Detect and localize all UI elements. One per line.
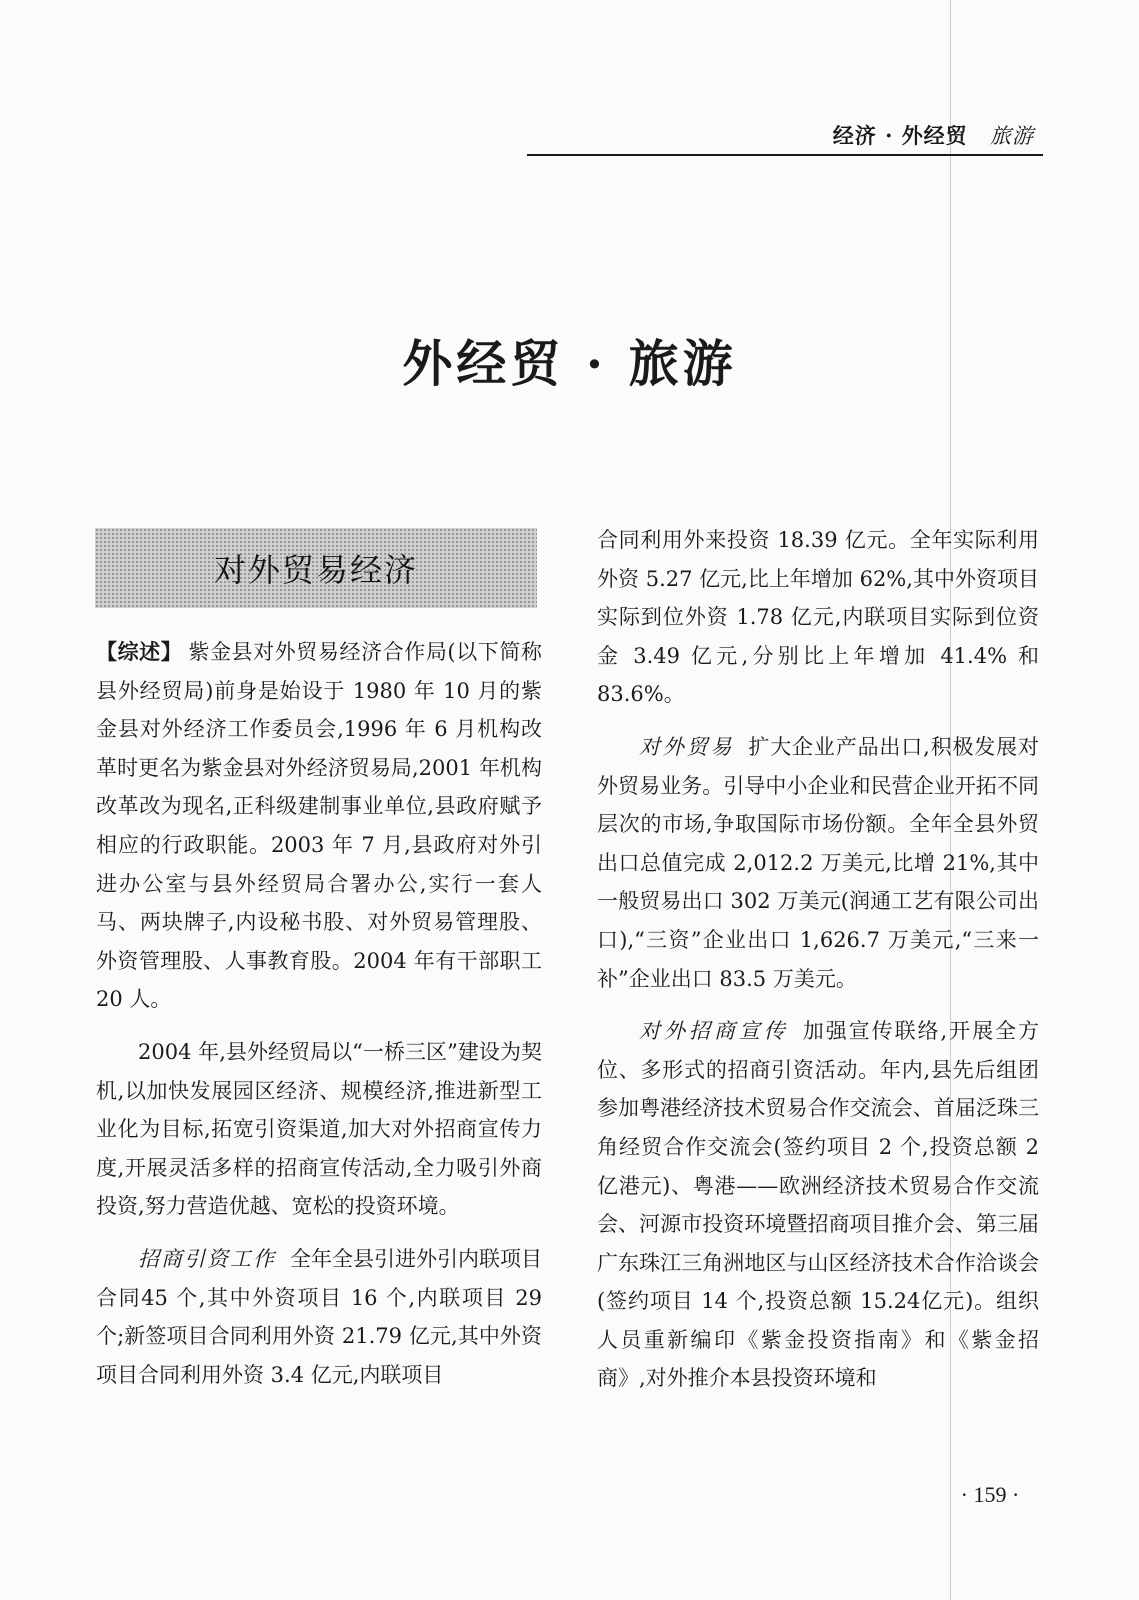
header-rule: [527, 154, 1043, 156]
overview-paragraph: [96, 633, 542, 1019]
trade-paragraph: [597, 728, 1039, 998]
page-number: · 159 ·: [960, 1482, 1020, 1507]
continuation-paragraph: 合同利用外来投资 18.39 亿元。全年实际利用外资 5.27 亿元,比上年增加 62%,其中外资项目实际到位外资 1.78 亿元,内联项目实际到位资金 3.49 亿元,分别比上年增加 41.4% 和 83.6%。: [597, 528, 1039, 707]
section-heading-box: [95, 528, 537, 608]
trade-label: 对外贸易: [639, 734, 735, 759]
header-subsection: 旅游: [990, 124, 1034, 148]
section-heading: 对外贸易经济: [213, 551, 418, 589]
chapter-title: 外经贸 · 旅游: [402, 333, 737, 393]
paragraph-2004: 2004 年,县外经贸局以“一桥三区”建设为契机,以加快发展园区经济、规模经济,推进新型工业化为目标,拓宽引资渠道,加大对外招商宣传力度,开展灵活多样的招商宣传活动,全力吸引外商投资,努力营造优越、宽松的投资环境。: [96, 1039, 542, 1219]
right-column: [597, 521, 1039, 1398]
header-section: 外经贸: [901, 123, 968, 148]
promotion-paragraph: [597, 1012, 1039, 1398]
trade-text: 扩大企业产品出口,积极发展对外贸易业务。引导中小企业和民营企业开拓不同层次的市场,争取国际市场份额。全年全县外贸出口总值完成 2,012.2 万美元,比增 21%,其中一般贸易出口 302 万美元(润通工艺有限公司出口),“三资”企业出口 1,626.7 万美元,“三来一补”企业出口 83.5 万美元。: [597, 734, 1039, 991]
left-column: [96, 633, 542, 1394]
investment-paragraph: [96, 1240, 542, 1394]
header-dot: ·: [885, 123, 894, 148]
header-category: 经济: [832, 123, 877, 148]
running-header: [750, 120, 1034, 150]
overview-text: 紫金县对外贸易经济合作局(以下简称县外经贸局)前身是始设于 1980 年 10 月的紫金县对外经济工作委员会,1996 年 6 月机构改革时更名为紫金县对外经济贸易局,2001 年机构改革改为现名,正科级建制事业单位,县政府赋予相应的行政职能。2003 年 7 月,县政府对外引进办公室与县外经贸局合署办公,实行一套人马、两块牌子,内设秘书股、对外贸易管理股、外资管理股、人事教育股。2004 年有干部职工 20 人。: [96, 640, 542, 1012]
investment-text: 全年全县引进外引内联项目合同45 个,其中外资项目 16 个,内联项目 29 个;新签项目合同利用外资 21.79 亿元,其中外资项目合同利用外资 3.4 亿元,内联项目: [96, 1246, 542, 1387]
investment-label: 招商引资工作: [138, 1246, 276, 1271]
promotion-label: 对外招商宣传: [639, 1019, 789, 1044]
promotion-text: 加强宣传联络,开展全方位、多形式的招商引资活动。年内,县先后组团参加粤港经济技术贸易合作交流会、首届泛珠三角经贸合作交流会(签约项目 2 个,投资总额 2 亿港元)、粤港——欧洲经济技术贸易合作交流会、河源市投资环境暨招商项目推介会、第三届广东珠江三角洲地区与山区经济技术合作洽谈会(签约项目 14 个,投资总额 15.24亿元)。组织人员重新编印《紫金投资指南》和《紫金招商》,对外推介本县投资环境和: [597, 1019, 1039, 1391]
overview-label: 【综述】: [96, 640, 183, 664]
